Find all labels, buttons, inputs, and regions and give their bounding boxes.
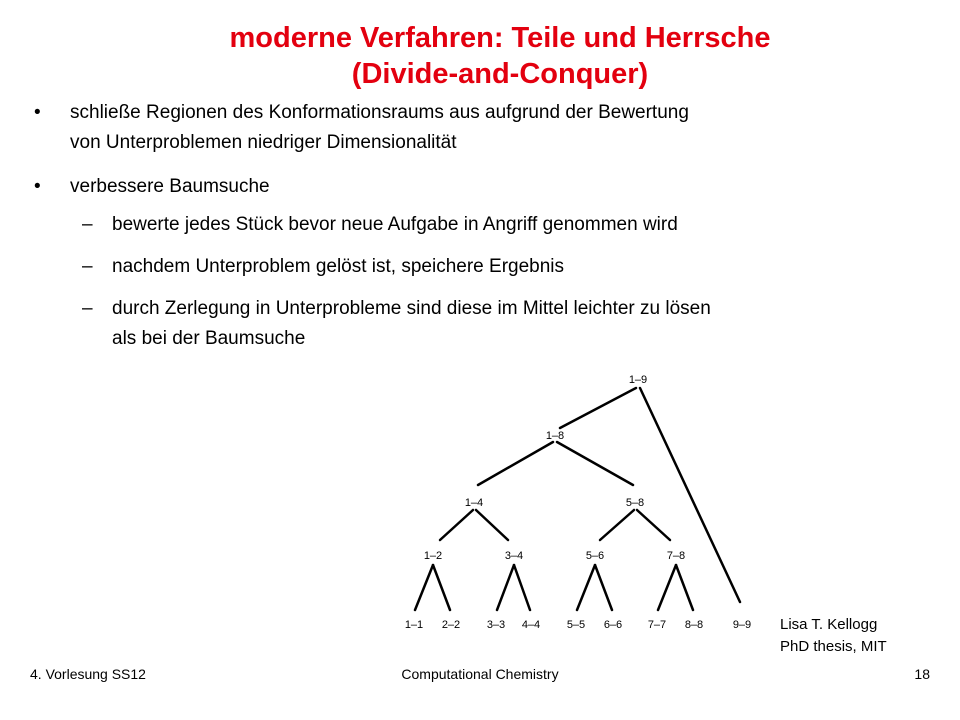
bullet-text-line-2: von Unterproblemen niedriger Dimensionalität	[70, 132, 457, 153]
tree-leaf-6-6: 6–6	[603, 619, 623, 631]
tree-edge	[640, 388, 740, 602]
tree-node-1-4: 1–4	[464, 497, 484, 509]
slide-title	[130, 20, 870, 92]
tree-edge	[637, 510, 670, 540]
tree-leaf-2-2: 2–2	[441, 619, 461, 631]
tree-leaf-8-8: 8–8	[684, 619, 704, 631]
subbullet-text-line-1: durch Zerlegung in Unterprobleme sind diese im Mittel leichter zu lösen	[112, 298, 711, 319]
tree-leaf-9-9: 9–9	[732, 619, 752, 631]
subbullet-item-3	[82, 294, 711, 354]
tree-edge	[600, 510, 634, 540]
tree-leaf-3-3: 3–3	[486, 619, 506, 631]
tree-edge	[415, 565, 433, 610]
bullet-item-1	[34, 98, 689, 158]
subbullet-text: nachdem Unterproblem gelöst ist, speichere Ergebnis	[112, 256, 565, 277]
tree-edges	[415, 388, 740, 610]
tree-edge	[577, 565, 595, 610]
tree-edge	[497, 565, 514, 610]
tree-edge	[476, 510, 508, 540]
tree-edge	[676, 565, 693, 610]
footer-page-number: 18	[914, 666, 930, 682]
tree-edge	[595, 565, 612, 610]
credit-source: PhD thesis, MIT	[780, 638, 887, 655]
subbullet-text: bewerte jedes Stück bevor neue Aufgabe in Angriff genommen wird	[112, 214, 678, 235]
tree-node-5-8: 5–8	[625, 497, 645, 509]
bullet-marker: •	[34, 102, 41, 123]
slide-title-line-1: moderne Verfahren: Teile und Herrsche	[229, 22, 771, 54]
credit-author: Lisa T. Kellogg	[780, 616, 878, 633]
footer-course-title: Computational Chemistry	[401, 666, 559, 682]
tree-node-1-2: 1–2	[423, 550, 443, 562]
tree-node-3-4: 3–4	[504, 550, 524, 562]
tree-edge	[478, 442, 553, 485]
tree-node-1-9: 1–9	[628, 374, 648, 386]
bullet-item-2	[34, 172, 270, 202]
dash-marker: –	[82, 214, 93, 235]
slide-title-line-2: (Divide-and-Conquer)	[351, 58, 649, 90]
tree-node-5-6: 5–6	[585, 550, 605, 562]
tree-edge	[557, 442, 633, 485]
tree-edge	[514, 565, 530, 610]
tree-nodes	[405, 374, 751, 631]
dash-marker: –	[82, 298, 93, 319]
footer-lecture: 4. Vorlesung SS12	[30, 666, 146, 682]
subbullet-text-line-2: als bei der Baumsuche	[112, 328, 306, 349]
divide-and-conquer-tree-diagram	[390, 360, 760, 640]
image-credit	[780, 614, 887, 658]
tree-node-1-8: 1–8	[545, 430, 565, 442]
tree-leaf-5-5: 5–5	[566, 619, 586, 631]
tree-edge	[433, 565, 450, 610]
tree-edge	[560, 388, 636, 428]
dash-marker: –	[82, 256, 93, 277]
bullet-text: verbessere Baumsuche	[70, 176, 270, 197]
tree-leaf-4-4: 4–4	[521, 619, 541, 631]
bullet-text-line-1: schließe Regionen des Konformationsraums aus aufgrund der Bewertung	[70, 102, 689, 123]
tree-edge	[658, 565, 676, 610]
subbullet-item-2	[82, 252, 565, 282]
subbullet-item-1	[82, 210, 678, 240]
tree-edge	[440, 510, 473, 540]
tree-node-7-8: 7–8	[666, 550, 686, 562]
tree-leaf-7-7: 7–7	[647, 619, 667, 631]
bullet-marker: •	[34, 176, 41, 197]
tree-leaf-1-1: 1–1	[404, 619, 424, 631]
